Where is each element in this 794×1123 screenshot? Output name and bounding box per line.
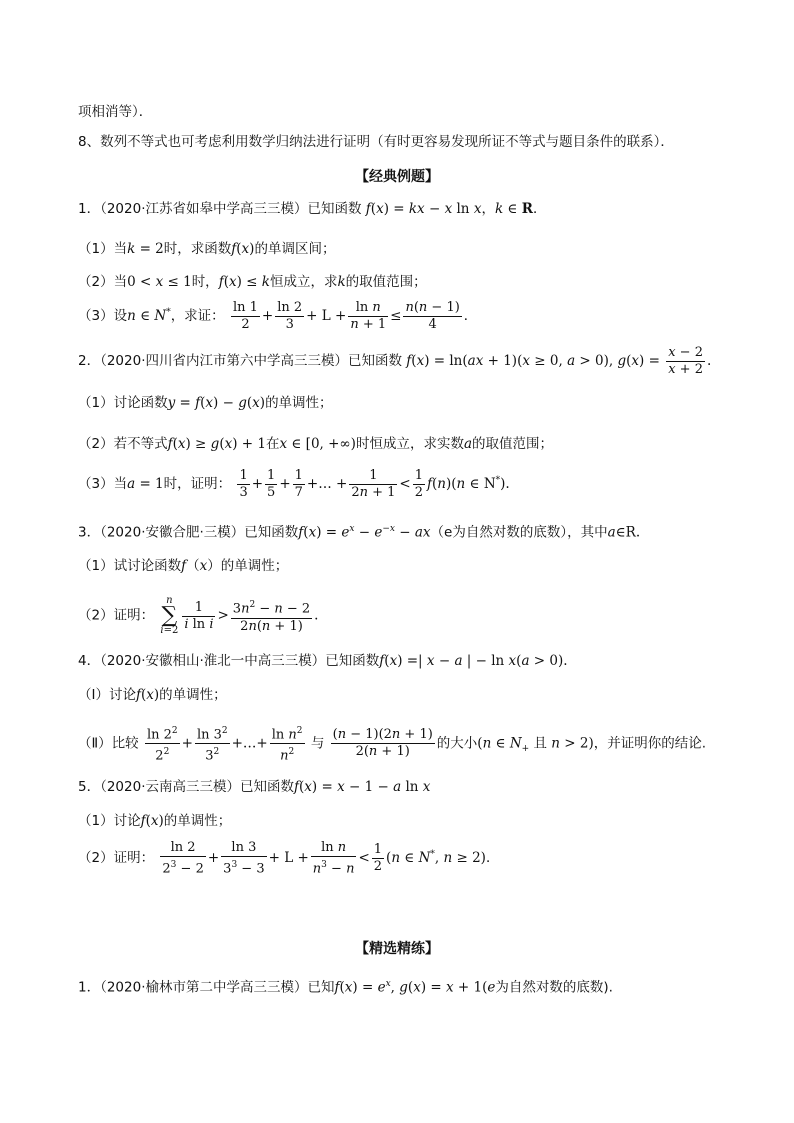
text: （2）当 xyxy=(78,274,128,290)
text: 的单调性； xyxy=(159,687,227,703)
section-title-classic-examples: 【经典例题】 xyxy=(355,169,439,185)
fraction: $\frac{\ln 2}{3}$ xyxy=(277,300,303,332)
text: 的取值范围； xyxy=(345,274,427,290)
text: ，求证： xyxy=(170,308,225,324)
fraction: $\frac{\ln 2^2}{2^2}$ xyxy=(146,726,178,764)
fraction: $\frac{1}{5}$ xyxy=(267,468,276,500)
text: 与 xyxy=(310,735,325,752)
problem-1-statement xyxy=(78,200,546,218)
problem-4-head: 4．（2020·安徽相山·淮北一中高三三模）已知函数 xyxy=(78,653,380,669)
text: （2）证明： xyxy=(78,607,155,624)
problem-1-q2: （2）当0 < x ≤ 1时，f(x) ≤ k恒成立，求k的取值范围； xyxy=(78,274,427,290)
text: 时恒成立，求实数 xyxy=(355,436,464,452)
problem-4-q1: （Ⅰ）讨论f(x)的单调性； xyxy=(78,687,227,703)
text: 恒成立，求 xyxy=(269,274,338,290)
fraction: $\frac{\ln 3}{3^3 - 3}$ xyxy=(223,840,265,877)
exercise-1-head: 1．（2020·榆林市第二中学高三三模）已知 xyxy=(78,979,335,996)
problem-1-q3: （3）设n ∈ N*，求证： $\frac{\ln 1}{2}$ + $\frac{\ln 2}{3}$ + L + $\frac{\text{ln n}}{n + 1}$ ≤ $\frac{n(n - 1)}{4}$ ． xyxy=(78,300,478,332)
problem-1-formula: f(x) = kx − x ln x，k ∈ R． xyxy=(365,201,547,217)
fraction: $\frac{1}{7}$ xyxy=(294,468,303,500)
problem-5-head: 5．（2020·云南高三三模）已知函数 xyxy=(78,779,294,795)
problem-3-statement: 3．（2020·安徽合肥·三模）已知函数$f(x) = e^x - e^{-x} - ax(e$为自然对数的底数），其中a∈R. xyxy=(78,524,641,541)
text: （Ⅰ）讨论 xyxy=(78,687,136,703)
fraction: $\frac{1}{2}$ xyxy=(373,842,383,875)
text: 的单调区间； xyxy=(254,241,336,257)
problem-5-q1: （1）讨论f(x)的单调性； xyxy=(78,813,232,829)
text: 时，证明： xyxy=(163,476,232,492)
problem-4-q2: （Ⅱ）比较 $\frac{\ln 2^2}{2^2}$ + $\frac{\ln 3^2}{3^2}$ +…+ $\frac{\ln n^2}{n^2}$ 与 $\frac{(n - 1)(2n + 1)}{2(n + 1)}$ 的大小(n ∈ $N_+$ 且 n > 2)，并证明你的结论. xyxy=(78,723,706,765)
problem-1-head: 1．（2020·江苏省如皋中学高三三模）已知函数 xyxy=(78,201,362,217)
fraction: $\frac{\ln 3^2}{3^2}$ xyxy=(196,726,228,764)
text: 时，求函数 xyxy=(163,241,232,257)
text: （Ⅱ）比较 xyxy=(78,735,139,752)
summation: n ∑ i=2 xyxy=(160,595,179,636)
text: 的大小 xyxy=(436,735,478,752)
intro-line-2: 8、数列不等式也可考虑利用数学归纳法进行证明（有时更容易发现所证不等式与题目条件的联系）． xyxy=(78,134,674,150)
text: 的单调性； xyxy=(220,558,289,574)
problem-4-statement: 4．（2020·安徽相山·淮北一中高三三模）已知函数f(x) =| x − a | − ln x(a > 0). xyxy=(78,653,568,669)
fraction: $\frac{3n^2 - n - 2}{2n(n + 1)}$ xyxy=(232,600,311,634)
text: 在 xyxy=(265,436,280,452)
problem-2-head: 2．（2020·四川省内江市第六中学高三三模）已知函数 xyxy=(78,353,402,369)
exercise-1-statement: 1．（2020·榆林市第二中学高三三模）已知$f(x) = e^x$, g(x) = x + 1(e为自然对数的底数). xyxy=(78,979,613,996)
text: （2）证明： xyxy=(78,850,155,867)
text: （1）讨论函数 xyxy=(78,395,168,411)
text: （2）若不等式 xyxy=(78,436,168,452)
text: （1）当 xyxy=(78,241,128,257)
text: （1）讨论 xyxy=(78,813,141,829)
fraction: $\frac{\ln 2}{2^3 - 2}$ xyxy=(162,840,204,877)
section-title-selected-exercises: 【精选精练】 xyxy=(355,941,439,957)
intro-line-1: 项相消等）． xyxy=(78,104,153,120)
fraction: $\frac{\text{ln n}}{n + 1}$ xyxy=(350,300,387,332)
text: （1）试讨论函数 xyxy=(78,558,182,574)
fraction: $\frac{1}{3}$ xyxy=(239,468,248,500)
fraction: $\frac{x - 2}{x + 2}$ xyxy=(668,345,703,377)
text: （e为自然对数的底数），其中 xyxy=(430,524,608,541)
text: （3）当 xyxy=(78,476,128,492)
fraction: $\frac{1}{\text{i ln i}}$ xyxy=(184,599,214,632)
problem-2-statement: 2．（2020·四川省内江市第六中学高三三模）已知函数 f(x) = ln(ax + 1)(x ≥ 0, a > 0), g(x) = $\frac{x - 2}{x + 2}$ . xyxy=(78,345,712,377)
problem-2-q2: （2）若不等式f(x) ≥ g(x) + 1在x ∈ [0, +∞)时恒成立，求实数a的取值范围； xyxy=(78,436,554,452)
fraction: $\frac{\text{ln n}}{n^3 - n}$ xyxy=(312,840,355,877)
problem-5-q2: （2）证明： $\frac{\ln 2}{2^3 - 2}$ + $\frac{\ln 3}{3^3 - 3}$ + L + $\frac{\text{ln n}}{n^3 - n}$ < $\frac{1}{2}$ (n ∈ N*, n ≥ 2)． xyxy=(78,840,500,877)
text: 的单调性； xyxy=(265,395,333,411)
problem-2-q1: （1）讨论函数y = f(x) − g(x)的单调性； xyxy=(78,395,333,411)
fraction: $\frac{1}{2}$ xyxy=(414,468,424,500)
fraction: $\frac{\ln 1}{2}$ xyxy=(232,300,258,332)
problem-2-q3: （3）当a = 1时，证明： $\frac{1}{3}$ + $\frac{1}{5}$ + $\frac{1}{7}$ +… + $\frac{1}{2n + 1}$ < $\frac{1}{2}$ f(n)(n ∈ N*). xyxy=(78,468,510,500)
fraction: $\frac{1}{2n + 1}$ xyxy=(351,468,396,500)
text: （3）设 xyxy=(78,308,128,324)
text: 的取值范围； xyxy=(472,436,554,452)
text: ，并证明你的结论. xyxy=(593,735,707,752)
problem-3-head: 3．（2020·安徽合肥·三模）已知函数 xyxy=(78,524,299,541)
text: 的单调性； xyxy=(163,813,232,829)
text: 时， xyxy=(191,274,219,290)
fraction: $\frac{\ln n^2}{n^2}$ xyxy=(271,726,303,764)
text: 为自然对数的底数). xyxy=(495,979,613,996)
problem-3-q1: （1）试讨论函数f（x）的单调性； xyxy=(78,558,289,574)
fraction: $\frac{n(n - 1)}{4}$ xyxy=(405,300,460,332)
fraction: $\frac{(n - 1)(2n + 1)}{2(n + 1)}$ xyxy=(332,727,433,760)
problem-1-q1: （1）当k = 2时，求函数f(x)的单调区间； xyxy=(78,241,336,257)
problem-3-q2: （2）证明： n ∑ i=2 $\frac{1}{\text{i ln i}}$ > $\frac{3n^2 - n - 2}{2n(n + 1)}$ . xyxy=(78,595,319,636)
problem-5-statement: 5．（2020·云南高三三模）已知函数f(x) = x − 1 − a ln x xyxy=(78,779,431,795)
